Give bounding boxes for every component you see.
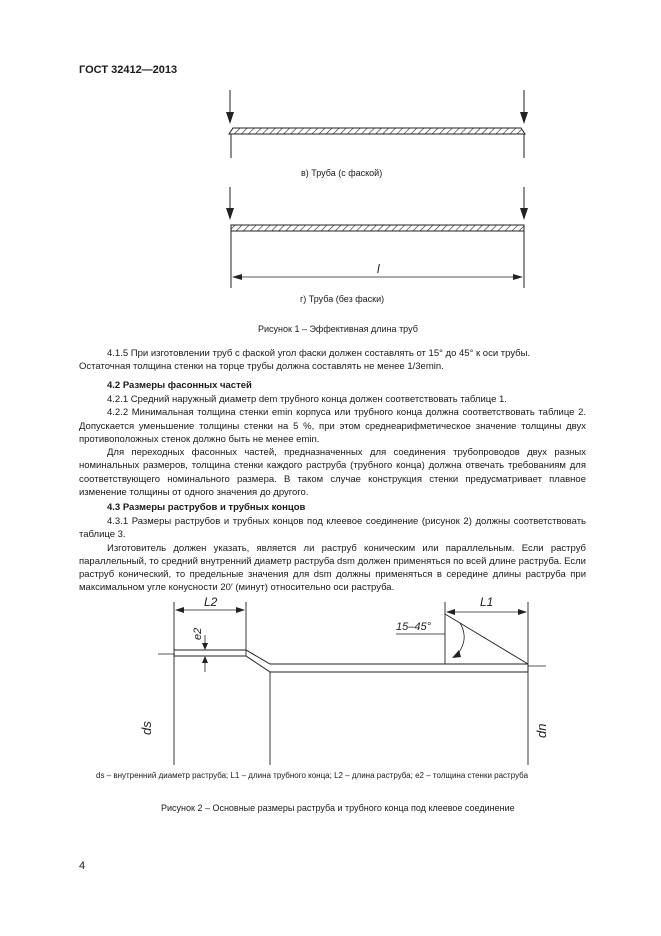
label-L1: L1 bbox=[480, 595, 494, 609]
para-415-line2: Остаточная толщина стенки на торце трубы должна составлять не менее 1/3emin. bbox=[79, 361, 444, 373]
outer-profile-top bbox=[174, 650, 528, 664]
figure-1-sub-g: г) Труба (без фаски) bbox=[300, 294, 385, 304]
label-L2: L2 bbox=[204, 595, 218, 609]
label-e2: e2 bbox=[192, 627, 204, 640]
pipe-wall-g bbox=[231, 225, 524, 231]
arrow-head-right-g bbox=[520, 208, 528, 220]
para-415-line1: 4.1.5 При изготовлении труб с фаской угол фаски должен составлять от 15° до 45° к оси трубы. bbox=[107, 348, 531, 359]
angle-arc bbox=[456, 623, 464, 656]
arrow-head-left-b bbox=[226, 112, 234, 124]
dim-arrow-right bbox=[513, 274, 523, 280]
page-number: 4 bbox=[79, 860, 86, 872]
paragraph-4-1-5 bbox=[79, 347, 586, 374]
dim-arrow-L2-right bbox=[236, 607, 245, 613]
arrow-head-left-g bbox=[226, 208, 234, 220]
para-4-3-1: 4.3.1 Размеры раструбов и трубных концов под клеевое соединение (рисунок 2) должны соответствовать таблице 3. bbox=[79, 516, 586, 541]
para-4-2-2: 4.2.2 Минимальная толщина стенки emin корпуса или трубного конца должна соответствовать таблице 2. Допускается уменьшение толщины стенки на 5 %, при этом среднеарифметическое значение толщины двух противоположных стенок должно быть не менее emin. bbox=[79, 407, 586, 445]
figure-1-drawing bbox=[0, 0, 661, 320]
figure-2-caption: Рисунок 2 – Основные размеры раструба и трубного конца под клеевое соединение bbox=[161, 803, 515, 813]
pipe-wall-b bbox=[229, 128, 525, 134]
pipe-without-chamfer bbox=[226, 187, 528, 288]
section-4-3-body bbox=[79, 515, 586, 595]
figure-1-caption: Рисунок 1 – Эффективная длина труб bbox=[258, 324, 418, 334]
dim-arrow-left bbox=[232, 274, 242, 280]
arrow-head-right-b bbox=[520, 112, 528, 124]
dim-arrow-L1-left bbox=[446, 609, 455, 615]
label-ds: ds bbox=[139, 721, 154, 735]
section-4-3-title: 4.3 Размеры раструбов и трубных концов bbox=[107, 502, 306, 513]
figure-2-legend: ds – внутренний диаметр раструба; L1 – длина трубного конца; L2 – длина раструба; e2 – толщина стенки раструба bbox=[96, 771, 529, 780]
document-header: ГОСТ 32412—2013 bbox=[79, 64, 178, 76]
dim-arrow-L1-right bbox=[518, 609, 527, 615]
dim-arrow-L2-left bbox=[175, 607, 184, 613]
figure-1-sub-b: в) Труба (с фаской) bbox=[301, 168, 383, 178]
label-dn: dn bbox=[534, 723, 549, 738]
figure-2-drawing bbox=[0, 590, 661, 770]
para-manufacturer: Изготовитель должен указать, является ли раструб коническим или параллельным. Если раструб параллельный, то средний внутренний диаметр раструба dsm должен применяться по всей длине раструба. Если раструб конический, то предельные значения для dsm должны применяться в середине длины раструба при максимальном угле конусности 20′ (минут) относительно оси раструба. bbox=[79, 542, 586, 594]
para-4-2-1: 4.2.1 Средний наружный диаметр dem трубного конца должен соответствовать таблице 1. bbox=[107, 394, 507, 405]
para-transition: Для переходных фасонных частей, предназначенных для соединения трубопроводов двух разных номинальных размеров, толщина стенки каждого раструба (трубного конца) должна отвечать требованиям для соответствующего номинального размера. В таком случае конструкция стенки предусматривает плавное изменение толщины от одного значения до другого. bbox=[79, 447, 586, 499]
label-angle: 15–45° bbox=[396, 621, 431, 633]
length-symbol: l bbox=[377, 262, 380, 276]
section-4-2-title: 4.2 Размеры фасонных частей bbox=[107, 380, 252, 391]
pipe-with-chamfer bbox=[226, 90, 528, 158]
section-4-2-body bbox=[79, 393, 586, 499]
